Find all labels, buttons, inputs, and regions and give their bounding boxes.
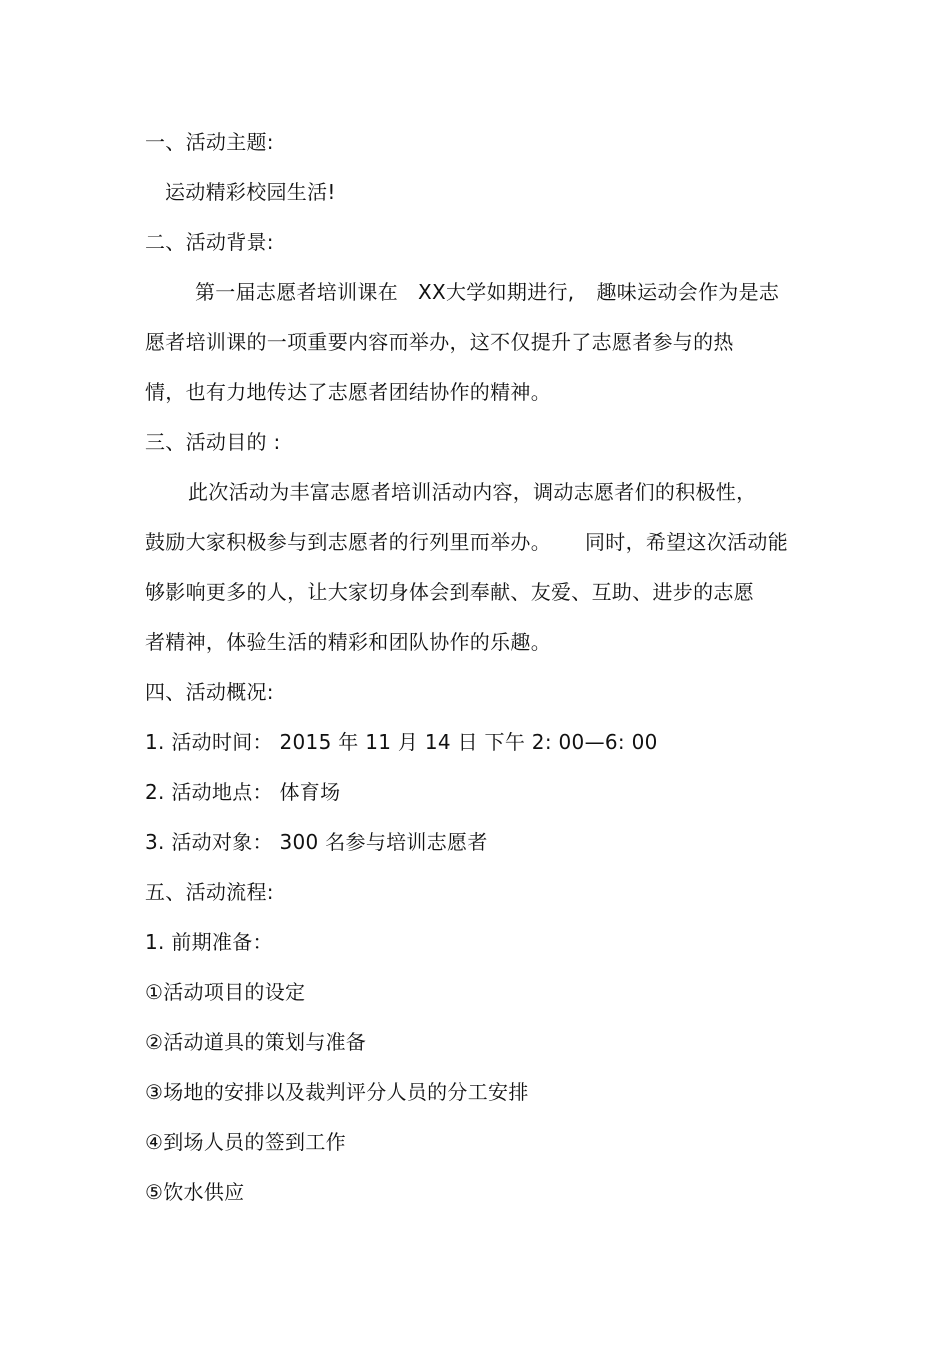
background-text-part-1: 第一届志愿者培训课在 [195, 280, 398, 304]
process-item-5: ⑤饮水供应 [145, 1180, 245, 1204]
theme-text: 运动精彩校园生活! [165, 180, 336, 204]
section-heading-theme: 一、活动主题: [145, 130, 274, 154]
purpose-paragraph-line-4: 者精神，体验生活的精彩和团队协作的乐趣。 [145, 630, 551, 654]
process-item-4: ④到场人员的签到工作 [145, 1130, 346, 1154]
overview-location: 2. 活动地点： 体育场 [145, 780, 341, 804]
background-text-part-2: XX大学如期进行, [418, 280, 575, 304]
section-heading-purpose: 三、活动目的 : [145, 430, 281, 454]
section-heading-background: 二、活动背景: [145, 230, 274, 254]
section-heading-process: 五、活动流程: [145, 880, 274, 904]
process-item-1: ①活动项目的设定 [145, 980, 306, 1004]
purpose-paragraph-line-3: 够影响更多的人，让大家切身体会到奉献、友爱、互助、进步的志愿 [145, 580, 754, 604]
purpose-text-part-2: 同时，希望这次活动能 [585, 530, 788, 554]
process-item-2: ②活动道具的策划与准备 [145, 1030, 367, 1054]
purpose-paragraph-line-1: 此次活动为丰富志愿者培训活动内容，调动志愿者们的积极性， [188, 480, 757, 504]
process-step-preparation: 1. 前期准备： [145, 930, 273, 954]
background-paragraph-line-3: 情，也有力地传达了志愿者团结协作的精神。 [145, 380, 551, 404]
background-paragraph-line-1 [195, 279, 779, 305]
overview-time: 1. 活动时间： 2015 年 11 月 14 日 下午 2: 00—6: 00 [145, 730, 658, 754]
purpose-text-part-1: 鼓励大家积极参与到志愿者的行列里而举办。 [145, 530, 551, 554]
background-paragraph-line-2: 愿者培训课的一项重要内容而举办，这不仅提升了志愿者参与的热 [145, 330, 734, 354]
section-heading-overview: 四、活动概况: [145, 680, 274, 704]
overview-participants: 3. 活动对象： 300 名参与培训志愿者 [145, 830, 488, 854]
process-item-3: ③场地的安排以及裁判评分人员的分工安排 [145, 1080, 529, 1104]
background-text-part-3: 趣味运动会作为是志 [596, 280, 780, 304]
purpose-paragraph-line-2 [145, 529, 788, 555]
